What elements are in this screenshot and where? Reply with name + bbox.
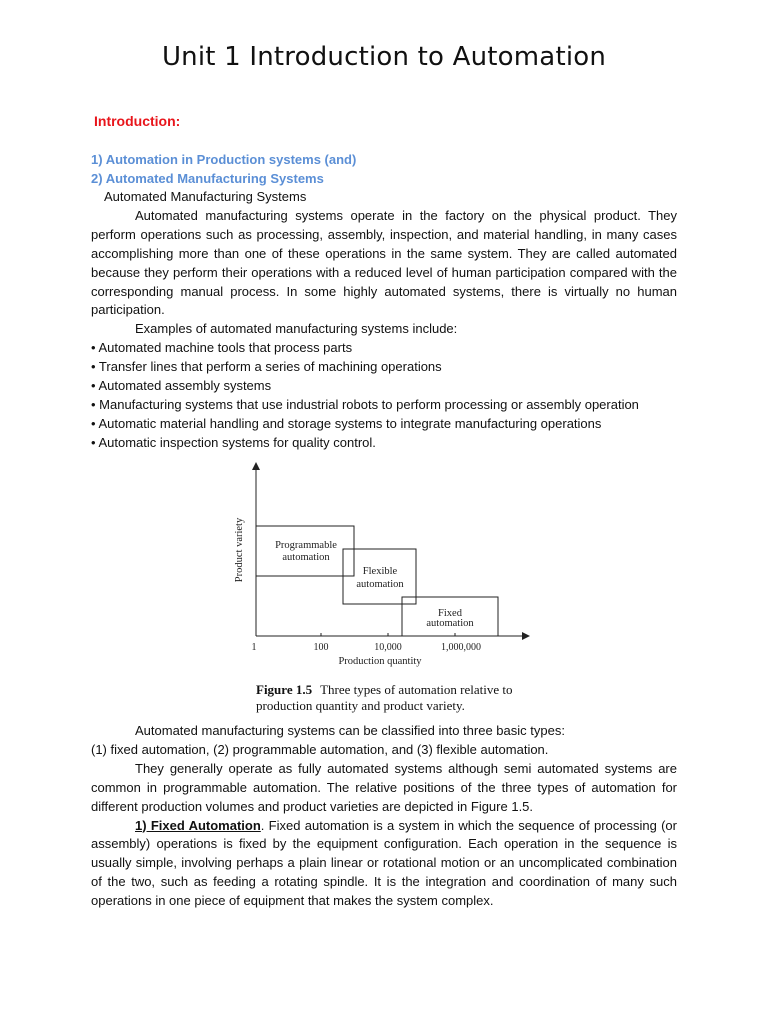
paragraph-operation: They generally operate as fully automated systems although semi automated systems are common in programmable automation. The relative positions of the three types of automation for different production volumes and product varieties are depicted in Figure 1.5.: [91, 760, 677, 814]
section-automated-manufacturing: [91, 188, 677, 453]
list-item: • Automated machine tools that process parts: [91, 340, 353, 356]
section-label: Automated Manufacturing Systems: [104, 189, 307, 204]
x-tick-label: 10,000: [374, 642, 402, 653]
box-programmable-automation: [256, 526, 354, 576]
section-classification: [91, 722, 677, 911]
label-flexible-1: Flexible: [362, 566, 398, 577]
caption-label: Figure 1.5: [256, 682, 313, 697]
fixed-automation-text: . Fixed automation is a system in which the sequence of processing (or assembly) operations is fixed by the equipment configuration. Each operation in the sequence is usually simple, involving perhaps a plain linear or rotational motion or an uncomplicated combination of the two, such as feeding a rotating spindle. It is the integration and coordination of many such operations in one piece of equipment that makes the system complex.: [91, 817, 677, 909]
x-tick-label: 1,000,000: [441, 642, 481, 653]
list-item: • Transfer lines that perform a series of machining operations: [91, 359, 442, 375]
list-item: • Manufacturing systems that use industrial robots to perform processing or assembly operation: [91, 396, 639, 412]
examples-list: [91, 339, 677, 452]
label-programmable-2: automation: [282, 552, 330, 563]
y-axis-label: Product variety: [234, 517, 245, 583]
list-item: • Automatic material handling and storage systems to integrate manufacturing operations: [91, 415, 602, 431]
label-fixed-2: automation: [426, 618, 474, 629]
x-tick-label: 1: [251, 642, 257, 653]
paragraph-fixed-automation: [91, 817, 677, 912]
label-flexible-2: automation: [356, 579, 404, 590]
x-tick-label: 100: [313, 642, 329, 653]
paragraph-intro: Automated manufacturing systems operate in the factory on the physical product. They perform operations such as processing, assembly, inspection, and material handling, in many cases accomplishing more than one of these operations in the same system. They are called automated because they perform their operations with a reduced level of human participation compared with the corresponding manual process. In some highly automated systems, there is virtually no human participation.: [91, 207, 677, 318]
figure-automation-types: [228, 460, 538, 680]
label-fixed-1: Fixed: [438, 608, 462, 619]
paragraph-classification: Automated manufacturing systems can be classified into three basic types:: [135, 723, 565, 738]
list-item: • Automatic inspection systems for quality control.: [91, 434, 376, 450]
list-item: • Automated assembly systems: [91, 378, 272, 394]
label-programmable-1: Programmable: [275, 540, 337, 551]
paragraph-types-list: (1) fixed automation, (2) programmable automation, and (3) flexible automation.: [91, 741, 549, 757]
examples-intro: Examples of automated manufacturing systems include:: [135, 321, 458, 337]
figure-caption: [256, 682, 556, 714]
fixed-automation-heading: 1) Fixed Automation: [135, 817, 261, 833]
figure-diagram: [228, 460, 538, 675]
caption-text: Three types of automation relative to production quantity and product variety.: [256, 682, 513, 713]
x-axis-label: Production quantity: [338, 656, 422, 667]
subheading-automation-production: 1) Automation in Production systems (and): [91, 152, 357, 167]
introduction-heading: Introduction:: [94, 113, 181, 129]
page-title: Unit 1 Introduction to Automation: [161, 42, 607, 72]
subheading-automated-manufacturing: 2) Automated Manufacturing Systems: [91, 171, 324, 186]
